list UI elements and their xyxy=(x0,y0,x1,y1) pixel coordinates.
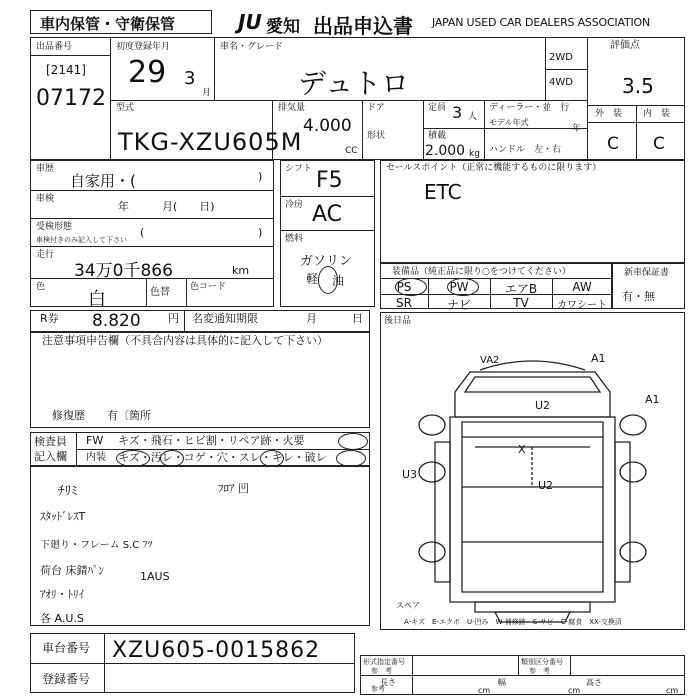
recv-note: 車検付きのみ記入して下さい xyxy=(36,236,127,244)
dmg-spare: スペア xyxy=(396,601,420,610)
int-circle-3 xyxy=(260,450,284,467)
aircon-label: 冷房 xyxy=(285,200,304,210)
name-label: 車名・グレード xyxy=(220,42,284,52)
insp-note-4: 荷台 床錆ﾊﾟﾝ xyxy=(40,564,104,577)
score-value: 3.5 xyxy=(622,74,654,98)
dmg-va2: VA2 xyxy=(480,355,500,366)
equip-pw: PW xyxy=(449,280,469,294)
equip-pw-circle xyxy=(447,278,479,296)
name-value: デュトロ xyxy=(298,67,410,100)
repair-label: 修復歴 有〔箇所 xyxy=(52,409,151,422)
model-year-unit: 年 xyxy=(572,124,582,134)
history-label: 車歴 xyxy=(36,164,55,174)
color-code-label: 色コード xyxy=(190,282,227,292)
width-label: 幅 xyxy=(498,678,506,687)
type-sub: 参 考 xyxy=(371,667,392,675)
door-label: ドア xyxy=(367,103,385,113)
disp-label: 排気量 xyxy=(278,103,306,113)
width-cm: cm xyxy=(568,686,581,695)
warranty-value: 有・無 xyxy=(622,290,655,303)
score-label: 評価点 xyxy=(610,40,640,51)
dmg-u3: U3 xyxy=(402,468,418,481)
color-change-label: 色替 xyxy=(150,287,170,298)
damage-legend: A-キズ E-エクボ U-凹み W-補修跡 S-サビ C-腐食 XX-交換済 xyxy=(404,618,622,626)
equip-sr: SR xyxy=(396,296,412,310)
dims-label: 参考 xyxy=(371,685,385,693)
fuel-label: 燃料 xyxy=(285,234,304,244)
fuel-value: ガソリン xyxy=(300,254,353,269)
int-label: 内装 xyxy=(86,452,106,463)
length-cm: cm xyxy=(478,686,491,695)
first-reg-month-unit: 月 xyxy=(202,88,212,98)
warranty-label: 新車保証書 xyxy=(624,268,670,278)
height-label: 高さ xyxy=(586,678,602,687)
history-value: 自家用・( xyxy=(70,172,136,190)
insp-note-1: ﾁﾘﾐ xyxy=(58,484,78,499)
mileage-value: 34万0千866 xyxy=(74,261,173,281)
dmg-a1-side: A1 xyxy=(645,393,660,406)
mileage-label: 走行 xyxy=(36,250,55,260)
association-name: JAPAN USED CAR DEALERS ASSOCIATION xyxy=(432,16,650,29)
diagram-title: 後日品 xyxy=(384,316,412,326)
selling-value: ETC xyxy=(424,180,462,204)
inspection-ymd: 年 月( 日) xyxy=(118,200,215,213)
equip-navi: ナビ xyxy=(446,298,471,312)
aircon-value: AC xyxy=(312,202,343,227)
address-day: 日 xyxy=(352,312,363,325)
recv-label: 受検形態 xyxy=(36,222,73,232)
seats-label: 定員 xyxy=(428,103,447,113)
class-label: 類別区分番号 xyxy=(521,658,563,666)
fw-circle xyxy=(338,433,368,450)
notes-label: 注意事項申告欄（不具合内容は具体的に記入して下さい） xyxy=(42,334,328,347)
equip-tv: TV xyxy=(513,296,529,310)
lot-bracket: [2141] xyxy=(46,63,86,77)
first-reg-label: 初度登録年月 xyxy=(116,42,171,52)
recv-open: ( xyxy=(140,226,145,239)
dealer-label: ディーラー・並 行 xyxy=(489,103,570,113)
first-reg-month: 3 xyxy=(184,68,196,89)
first-reg-year: 29 xyxy=(128,55,167,90)
fuel-circle xyxy=(318,266,338,294)
dmg-u2-bed: U2 xyxy=(538,479,554,492)
shift-label: シフト xyxy=(285,164,313,174)
color-value: 白 xyxy=(88,289,106,310)
class-sub: 参 考 xyxy=(529,667,550,675)
org-name: 愛知 xyxy=(266,17,300,37)
length-label: 長さ xyxy=(380,678,396,687)
storage-label: 車内保管・守衛保管 xyxy=(40,15,176,33)
disp-value: 4.000 xyxy=(303,116,352,136)
color-label: 色 xyxy=(36,282,46,292)
insp-note-2: ｽﾀｯﾄﾞﾚｽT xyxy=(40,510,86,523)
equip-ps-circle xyxy=(395,278,427,296)
cap-unit: kg xyxy=(469,149,480,159)
cap-label: 積載 xyxy=(428,131,447,141)
selling-label: セールスポイント（正常に機能するものに限ります） xyxy=(386,163,602,173)
model-value: TKG-XZU605M xyxy=(118,128,303,156)
shape-label: 形状 xyxy=(367,131,386,141)
insp-note-right-2: 1AUS xyxy=(140,570,170,583)
int-circle-1 xyxy=(116,450,150,467)
entry-label: 記入欄 xyxy=(34,450,67,463)
car-diagram xyxy=(380,312,685,630)
fuel-light: 軽 xyxy=(306,272,319,286)
equip-ps: PS xyxy=(396,280,412,294)
inspection-label: 車検 xyxy=(36,194,55,204)
int-items: キズ・汚レ・コゲ・穴・スレ・キレ・破レ xyxy=(118,451,327,464)
chassis-value: XZU605-0015862 xyxy=(112,638,321,663)
recycle-value: 8.820 xyxy=(92,311,141,331)
fw-label: FW xyxy=(86,434,104,447)
history-table xyxy=(30,160,274,307)
drive-4wd: 4WD xyxy=(549,77,573,88)
recycle-yen: 円 xyxy=(168,312,179,325)
equip-label: 装備品（純正品に限り○をつけてください） xyxy=(392,267,571,277)
dmg-u2-cab: U2 xyxy=(535,399,551,412)
int-circle-4 xyxy=(336,450,366,467)
interior-value: C xyxy=(653,134,665,154)
equip-airbag: エアB xyxy=(504,282,538,296)
form-title: 出品申込書 xyxy=(313,14,413,38)
exterior-label: 外 装 xyxy=(595,109,623,119)
lot-number: 07172 xyxy=(36,86,106,111)
fuel-oil: 油 xyxy=(332,274,345,288)
check-label: 検査員 xyxy=(34,435,67,448)
reg-label: 登録番号 xyxy=(42,672,91,686)
chassis-label: 車台番号 xyxy=(42,641,91,655)
dmg-x: X xyxy=(518,443,526,456)
recycle-label: R券 xyxy=(40,312,59,325)
interior-label: 内 装 xyxy=(643,109,671,119)
model-year-label: モデル年式 xyxy=(489,118,529,127)
int-circle-2 xyxy=(160,450,184,467)
insp-note-right-1: ﾌﾛｱ 凹 xyxy=(218,482,249,495)
selling-table xyxy=(380,160,685,263)
shift-value: F5 xyxy=(316,168,343,193)
dmg-a1-top: A1 xyxy=(591,352,606,365)
seats-unit: 人 xyxy=(468,112,478,122)
history-close: ) xyxy=(258,170,263,183)
recv-close: ) xyxy=(258,226,263,239)
height-cm: cm xyxy=(666,686,679,695)
insp-note-5: ｱｵﾘ・ﾄﾘｲ xyxy=(40,588,84,601)
lot-label: 出品番号 xyxy=(36,42,73,52)
type-label: 形式指定番号 xyxy=(363,658,405,666)
equip-aw: AW xyxy=(572,280,592,294)
drive-2wd: 2WD xyxy=(549,52,573,63)
handle-label: ハンドル 左・右 xyxy=(489,145,562,155)
insp-note-6: 各 A.U.S xyxy=(40,612,84,625)
equip-seat: カワシート xyxy=(557,300,607,311)
cap-value: 2.000 xyxy=(425,143,466,159)
address-label: 名変通知期限 xyxy=(192,312,258,325)
model-label: 型式 xyxy=(116,103,135,113)
fw-items: キズ・飛石・ヒビ割・リペア跡・火要 xyxy=(118,434,305,447)
insp-note-3: 下廻り・フレーム S.C ﾌﾂ xyxy=(40,540,153,551)
address-month: 月 xyxy=(306,312,317,325)
ju-logo: JU xyxy=(238,10,262,34)
disp-unit: CC xyxy=(345,146,358,156)
mileage-unit: km xyxy=(232,264,250,277)
seats-value: 3 xyxy=(452,103,463,122)
exterior-value: C xyxy=(607,134,619,154)
